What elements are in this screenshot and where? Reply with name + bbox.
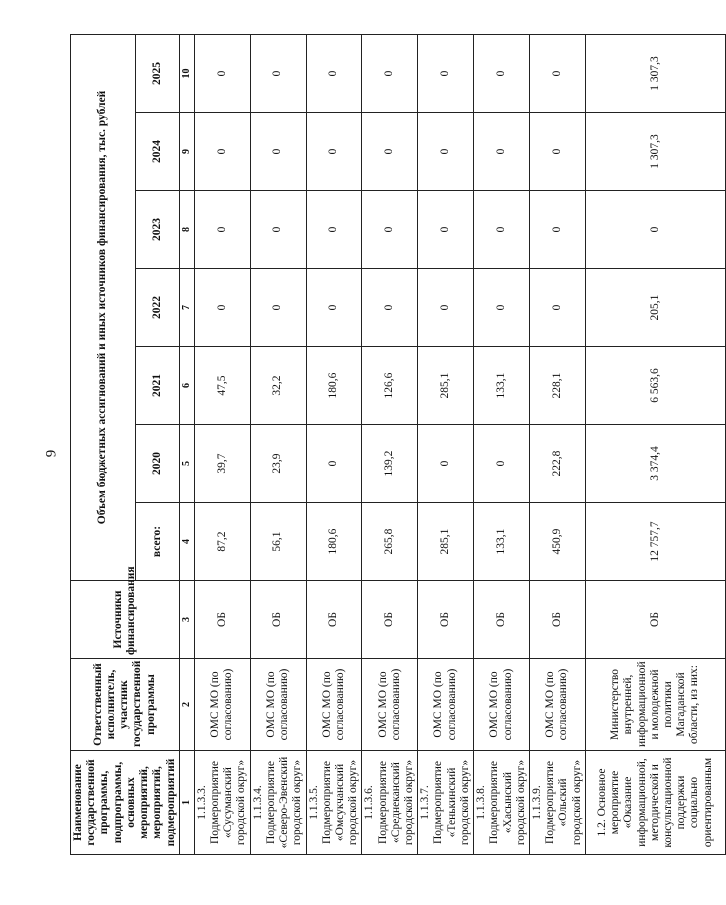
value-2021: 180,6 bbox=[306, 347, 362, 425]
col-number: 1 bbox=[179, 751, 194, 855]
year-2025: 2025 bbox=[135, 34, 179, 112]
col-number: 6 bbox=[179, 347, 194, 425]
table-row bbox=[194, 34, 250, 854]
row-source: ОБ bbox=[585, 581, 725, 659]
col-number: 8 bbox=[179, 191, 194, 269]
value-2023: 0 bbox=[250, 191, 306, 269]
year-2020: 2020 bbox=[135, 425, 179, 503]
table-row bbox=[250, 34, 306, 854]
year-2024: 2024 bbox=[135, 113, 179, 191]
col-number: 9 bbox=[179, 113, 194, 191]
value-total: 56,1 bbox=[250, 503, 306, 581]
value-2025: 0 bbox=[306, 34, 362, 112]
year-2023: 2023 bbox=[135, 191, 179, 269]
year-total: всего: bbox=[135, 503, 179, 581]
value-2025: 0 bbox=[362, 34, 418, 112]
value-2024: 0 bbox=[418, 113, 474, 191]
row-name: 1.1.3.9. Подмероприятие «Ольский городской округ» bbox=[530, 751, 586, 855]
value-2025: 0 bbox=[194, 34, 250, 112]
value-total: 450,9 bbox=[530, 503, 586, 581]
value-2024: 0 bbox=[194, 113, 250, 191]
header-executor: Ответственный исполнитель, участник государственной программы bbox=[71, 659, 180, 751]
value-2022: 0 bbox=[306, 269, 362, 347]
value-2025: 0 bbox=[530, 34, 586, 112]
row-executor: ОМС МО (по согласованию) bbox=[250, 659, 306, 751]
col-number: 5 bbox=[179, 425, 194, 503]
row-executor: ОМС МО (по согласованию) bbox=[530, 659, 586, 751]
row-name: 1.1.3.7. Подмероприятие «Тенькинский городской округ» bbox=[418, 751, 474, 855]
row-source: ОБ bbox=[474, 581, 530, 659]
row-executor: Министерство внутренней, информационной и молодежной политики Магаданской области, из них: bbox=[585, 659, 725, 751]
row-executor: ОМС МО (по согласованию) bbox=[362, 659, 418, 751]
row-executor: ОМС МО (по согласованию) bbox=[418, 659, 474, 751]
table-container bbox=[70, 35, 714, 855]
rotated-table bbox=[70, 35, 714, 855]
value-total: 285,1 bbox=[418, 503, 474, 581]
value-2024: 0 bbox=[530, 113, 586, 191]
value-2022: 0 bbox=[530, 269, 586, 347]
value-total: 87,2 bbox=[194, 503, 250, 581]
value-2020: 0 bbox=[474, 425, 530, 503]
value-2020: 23,9 bbox=[250, 425, 306, 503]
value-2022: 0 bbox=[362, 269, 418, 347]
value-total: 180,6 bbox=[306, 503, 362, 581]
value-2022: 0 bbox=[250, 269, 306, 347]
value-2023: 0 bbox=[306, 191, 362, 269]
header-source: Источники финансирования bbox=[71, 581, 180, 659]
value-total: 133,1 bbox=[474, 503, 530, 581]
col-number: 4 bbox=[179, 503, 194, 581]
table-row bbox=[362, 34, 418, 854]
col-number: 2 bbox=[179, 659, 194, 751]
page-number: 9 bbox=[43, 449, 60, 458]
value-2021: 228,1 bbox=[530, 347, 586, 425]
header-volume: Объем бюджетных ассигнований и иных источников финансирования, тыс. рублей bbox=[71, 34, 136, 580]
value-2021: 126,6 bbox=[362, 347, 418, 425]
value-2023: 0 bbox=[362, 191, 418, 269]
value-2021: 32,2 bbox=[250, 347, 306, 425]
value-2024: 0 bbox=[362, 113, 418, 191]
value-2022: 0 bbox=[418, 269, 474, 347]
value-2025: 1 307,3 bbox=[585, 34, 725, 112]
col-number: 3 bbox=[179, 581, 194, 659]
col-number: 7 bbox=[179, 269, 194, 347]
row-source: ОБ bbox=[530, 581, 586, 659]
row-name: 1.1.3.4. Подмероприятие «Северо-Эвенский городской округ» bbox=[250, 751, 306, 855]
row-source: ОБ bbox=[418, 581, 474, 659]
value-2022: 205,1 bbox=[585, 269, 725, 347]
row-source: ОБ bbox=[250, 581, 306, 659]
value-2021: 285,1 bbox=[418, 347, 474, 425]
financing-table bbox=[70, 34, 726, 855]
value-2025: 0 bbox=[418, 34, 474, 112]
row-source: ОБ bbox=[362, 581, 418, 659]
value-2024: 1 307,3 bbox=[585, 113, 725, 191]
row-executor: ОМС МО (по согласованию) bbox=[306, 659, 362, 751]
row-name: 1.1.3.6. Подмероприятие «Среднеканский городской округ» bbox=[362, 751, 418, 855]
row-name: 1.2. Основное мероприятие «Оказание информационной, методической и консультационной поддержки социально ориентированным bbox=[585, 751, 725, 855]
table-row bbox=[474, 34, 530, 854]
header-name: Наименование государственной программы, подпрограммы, основных мероприятий, мероприятий, подмероприятий bbox=[71, 751, 180, 855]
value-total: 12 757,7 bbox=[585, 503, 725, 581]
table-row bbox=[418, 34, 474, 854]
value-2020: 39,7 bbox=[194, 425, 250, 503]
value-2022: 0 bbox=[474, 269, 530, 347]
value-2020: 0 bbox=[418, 425, 474, 503]
value-2023: 0 bbox=[418, 191, 474, 269]
table-row bbox=[585, 34, 725, 854]
value-2024: 0 bbox=[474, 113, 530, 191]
table-row bbox=[530, 34, 586, 854]
value-2021: 133,1 bbox=[474, 347, 530, 425]
value-2023: 0 bbox=[474, 191, 530, 269]
value-2020: 139,2 bbox=[362, 425, 418, 503]
value-2025: 0 bbox=[474, 34, 530, 112]
value-2021: 47,5 bbox=[194, 347, 250, 425]
row-name: 1.1.3.8. Подмероприятие «Хасынский городской округ» bbox=[474, 751, 530, 855]
value-2023: 0 bbox=[530, 191, 586, 269]
row-source: ОБ bbox=[306, 581, 362, 659]
value-total: 265,8 bbox=[362, 503, 418, 581]
value-2023: 0 bbox=[194, 191, 250, 269]
value-2025: 0 bbox=[250, 34, 306, 112]
value-2020: 0 bbox=[306, 425, 362, 503]
value-2023: 0 bbox=[585, 191, 725, 269]
table-row bbox=[306, 34, 362, 854]
value-2024: 0 bbox=[306, 113, 362, 191]
year-2021: 2021 bbox=[135, 347, 179, 425]
row-executor: ОМС МО (по согласованию) bbox=[194, 659, 250, 751]
row-executor: ОМС МО (по согласованию) bbox=[474, 659, 530, 751]
value-2024: 0 bbox=[250, 113, 306, 191]
value-2022: 0 bbox=[194, 269, 250, 347]
year-2022: 2022 bbox=[135, 269, 179, 347]
col-number: 10 bbox=[179, 34, 194, 112]
value-2020: 3 374,4 bbox=[585, 425, 725, 503]
value-2021: 6 563,6 bbox=[585, 347, 725, 425]
row-name: 1.1.3.5. Подмероприятие «Омсукчанский городской округ» bbox=[306, 751, 362, 855]
row-source: ОБ bbox=[194, 581, 250, 659]
row-name: 1.1.3.3. Подмероприятие «Сусуманский городской округ» bbox=[194, 751, 250, 855]
column-numbers-row bbox=[179, 34, 194, 854]
value-2020: 222,8 bbox=[530, 425, 586, 503]
